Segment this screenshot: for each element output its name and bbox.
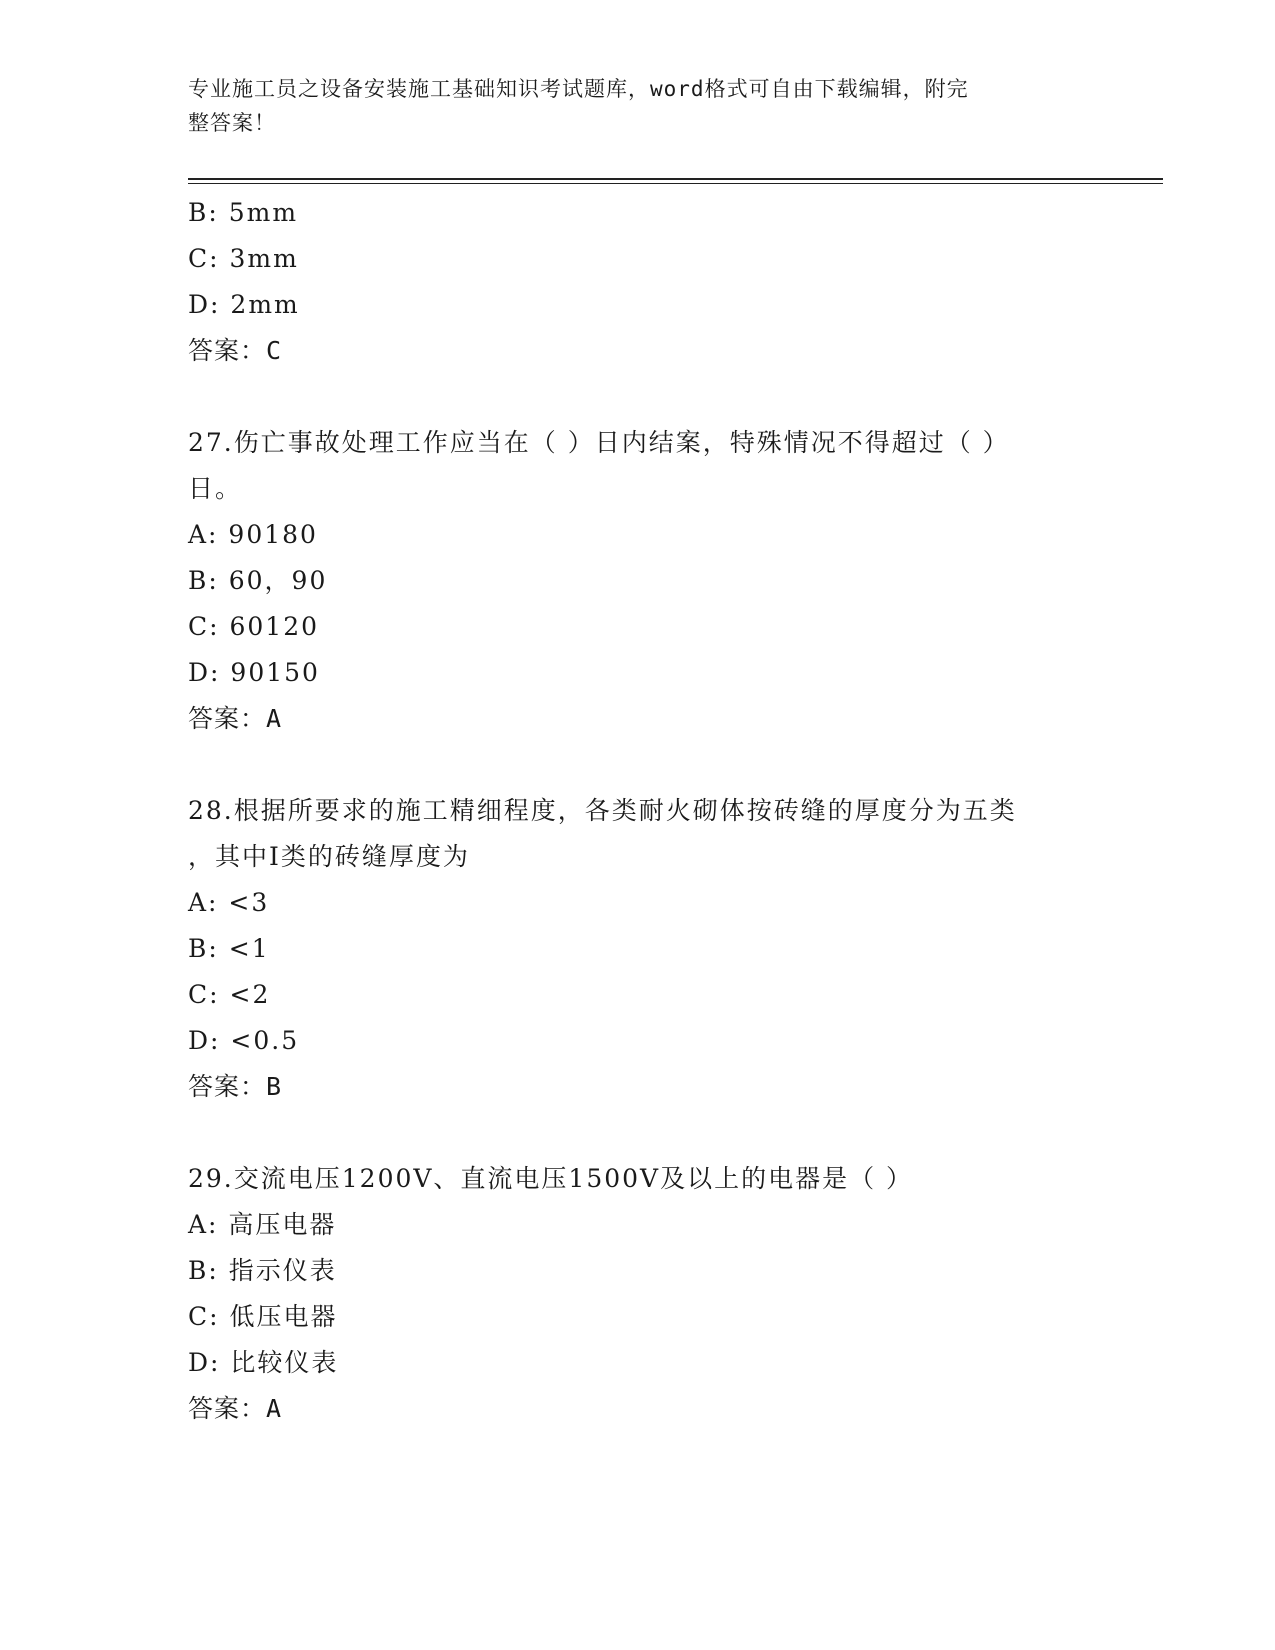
answer-line: 答案：A [188,1394,283,1423]
header-line-2: 整答案！ [188,111,276,135]
question-text-line: 27.伤亡事故处理工作应当在（ ）日内结案，特殊情况不得超过（ ） [188,428,1010,457]
option-line: A: 90180 [188,520,318,549]
spacer [188,742,1118,788]
question-26-tail [188,190,1118,374]
question-text-line: 日。 [188,474,243,503]
header-rule-thin [188,183,1163,184]
option-line: A: <3 [188,888,270,917]
answer-line: 答案：A [188,704,283,733]
document-header [188,72,1068,140]
spacer [188,374,1118,420]
option-line: D: 2mm [188,290,300,319]
question-28 [188,788,1118,1110]
spacer [188,1110,1118,1156]
question-text-line: ，其中Ⅰ类的砖缝厚度为 [188,842,470,871]
option-line: B: 指示仪表 [188,1256,337,1285]
option-line: B: <1 [188,934,270,963]
question-27 [188,420,1118,742]
option-line: C: 60120 [188,612,320,641]
option-line: C: 3mm [188,244,299,273]
question-29 [188,1156,1118,1432]
option-line: D: 90150 [188,658,320,687]
header-rule-thick [188,178,1163,180]
option-line: D: <0.5 [188,1026,300,1055]
question-text-line: 29.交流电压1200V、直流电压1500V及以上的电器是（ ） [188,1164,914,1193]
option-line: B: 5mm [188,198,299,227]
question-text-line: 28.根据所要求的施工精细程度，各类耐火砌体按砖缝的厚度分为五类 [188,796,1017,825]
answer-line: 答案：B [188,1072,283,1101]
option-line: D: 比较仪表 [188,1348,339,1377]
option-line: A: 高压电器 [188,1210,337,1239]
option-line: C: 低压电器 [188,1302,338,1331]
header-line-1: 专业施工员之设备安装施工基础知识考试题库，word格式可自由下载编辑，附完 [188,77,969,101]
option-line: C: <2 [188,980,271,1009]
question-content [188,190,1118,1432]
answer-line: 答案：C [188,336,283,365]
option-line: B: 60，90 [188,566,328,595]
